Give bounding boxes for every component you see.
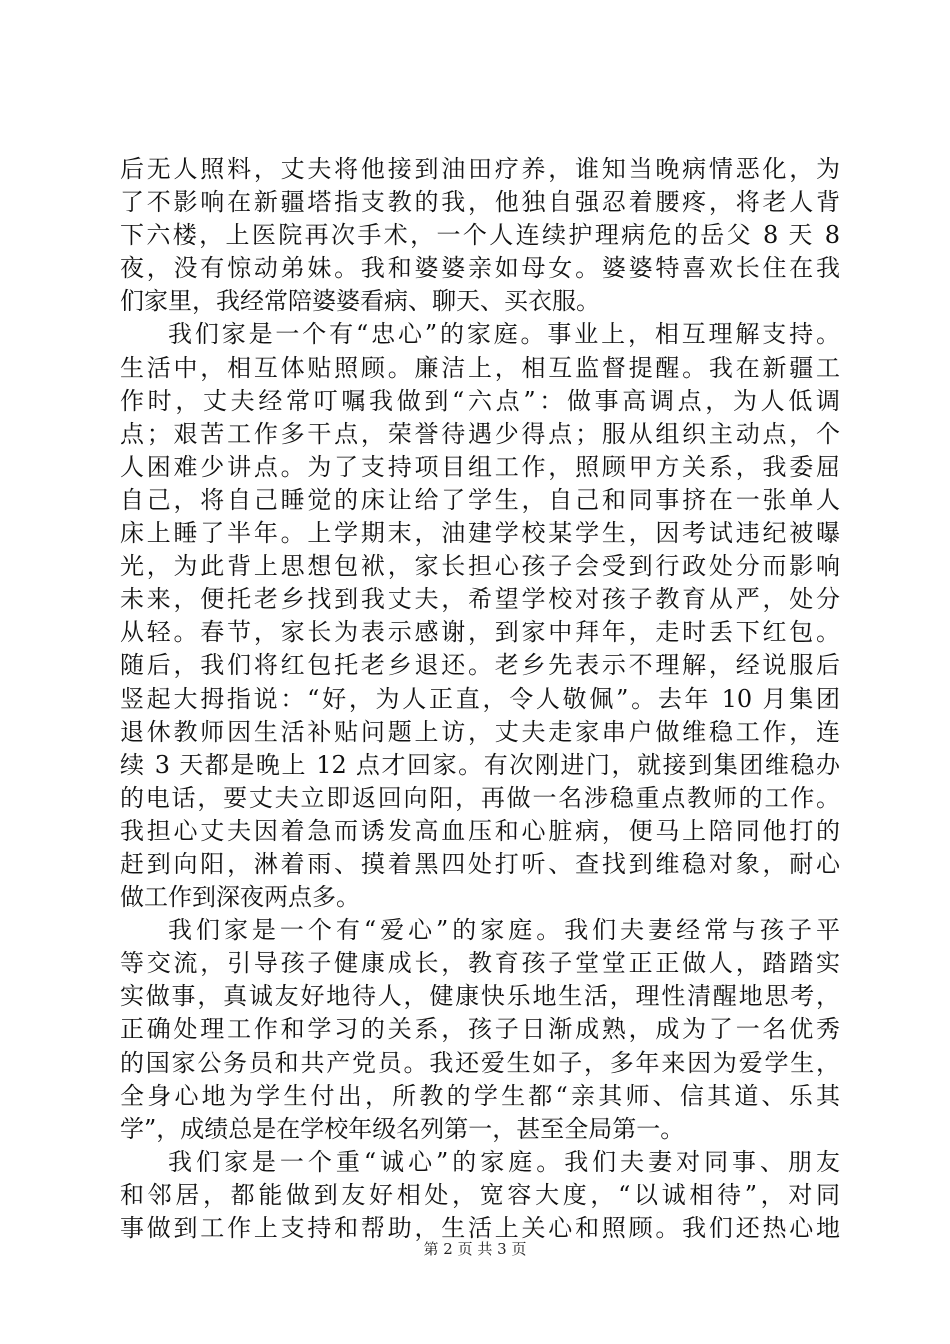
- document-body: [120, 153, 840, 1245]
- text-line: 了不影响在新疆塔指支教的我，他独自强忍着腰疼，将老人背: [120, 188, 840, 217]
- text-line: 赶到向阳，淋着雨、摸着黑四处打听、查找到维稳对象，耐心: [120, 849, 840, 878]
- text-line: 下六楼，上医院再次手术，一个人连续护理病危的岳父 8 天 8: [120, 221, 840, 250]
- text-line: 我们家是一个有“忠心”的家庭。事业上，相互理解支持。: [168, 320, 840, 349]
- text-line: 做工作到深夜两点多。: [120, 883, 360, 912]
- text-line: 学”，成绩总是在学校年级名列第一，甚至全局第一。: [120, 1114, 685, 1143]
- text-line: 未来，便托老乡找到我丈夫，希望学校对孩子教育从严，处分: [120, 585, 840, 614]
- text-line: 全身心地为学生付出，所教的学生都“亲其师、信其道、乐其: [120, 1081, 840, 1110]
- text-line: 自己，将自己睡觉的床让给了学生，自己和同事挤在一张单人: [120, 485, 840, 514]
- text-line: 我们家是一个有“爱心”的家庭。我们夫妻经常与孩子平: [168, 916, 840, 945]
- text-line: 生活中，相互体贴照顾。廉洁上，相互监督提醒。我在新疆工: [120, 353, 840, 382]
- text-line: 夜，没有惊动弟妹。我和婆婆亲如母女。婆婆特喜欢长住在我: [120, 254, 840, 283]
- text-line: 和邻居，都能做到友好相处，宽容大度，“以诚相待”，对同: [120, 1180, 840, 1209]
- text-line: 等交流，引导孩子健康成长，教育孩子堂堂正正做人，踏踏实: [120, 949, 840, 978]
- text-line: 床上睡了半年。上学期末，油建学校某学生，因考试违纪被曝: [120, 519, 840, 548]
- text-line: 随后，我们将红包托老乡退还。老乡先表示不理解，经说服后: [120, 651, 840, 680]
- text-line: 人困难少讲点。为了支持项目组工作，照顾甲方关系，我委屈: [120, 452, 840, 481]
- text-line: 点；艰苦工作多干点，荣誉待遇少得点；服从组织主动点，个: [120, 419, 840, 448]
- text-line: 后无人照料，丈夫将他接到油田疗养，谁知当晚病情恶化，为: [120, 155, 840, 183]
- text-line: 们家里，我经常陪婆婆看病、聊天、买衣服。: [120, 287, 600, 316]
- text-line: 的国家公务员和共产党员。我还爱生如子，多年来因为爱学生，: [120, 1048, 840, 1077]
- page-footer: 第 2 页 共 3 页: [423, 1240, 527, 1258]
- text-line: 续 3 天都是晚上 12 点才回家。有次刚进门，就接到集团维稳办: [120, 750, 840, 779]
- text-line: 从轻。春节，家长为表示感谢，到家中拜年，走时丢下红包。: [120, 618, 840, 647]
- text-line: 正确处理工作和学习的关系，孩子日渐成熟，成为了一名优秀: [120, 1015, 840, 1044]
- text-line: 我担心丈夫因着急而诱发高血压和心脏病，便马上陪同他打的: [120, 816, 840, 845]
- text-line: 退休教师因生活补贴问题上访，丈夫走家串户做维稳工作，连: [120, 717, 840, 746]
- text-line: 作时，丈夫经常叮嘱我做到“六点”：做事高调点，为人低调: [120, 386, 840, 415]
- text-line: 我们家是一个重“诚心”的家庭。我们夫妻对同事、朋友: [168, 1147, 840, 1176]
- text-line: 光，为此背上思想包袱，家长担心孩子会受到行政处分而影响: [120, 552, 840, 581]
- text-line: 实做事，真诚友好地待人，健康快乐地生活，理性清醒地思考，: [120, 982, 840, 1011]
- text-line: 事做到工作上支持和帮助，生活上关心和照顾。我们还热心地: [120, 1214, 840, 1242]
- text-line: 的电话，要丈夫立即返回向阳，再做一名涉稳重点教师的工作。: [120, 783, 840, 812]
- text-line: 竖起大拇指说：“好，为人正直，令人敬佩”。去年 10 月集团: [120, 684, 840, 713]
